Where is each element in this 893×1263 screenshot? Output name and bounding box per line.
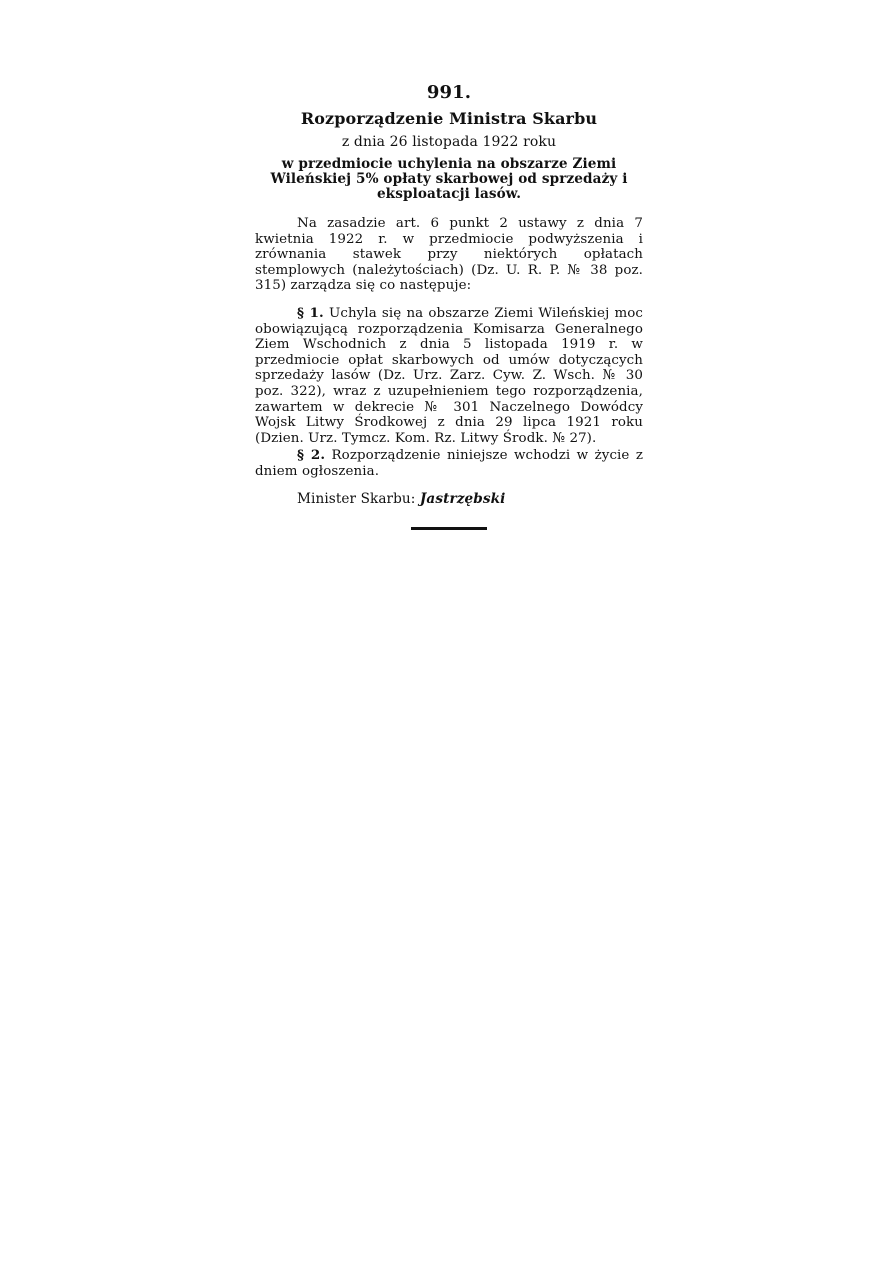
document-date: z dnia 26 listopada 1922 roku [341, 134, 557, 150]
signature-line [255, 492, 643, 508]
section-1-label: § 1. [297, 304, 324, 321]
document-page [255, 82, 643, 530]
document-number: 991. [426, 82, 472, 103]
section-2-paragraph [255, 448, 643, 479]
document-title: Rozporządzenie Ministra Skarbu [300, 109, 598, 128]
section-1-text: Uchyla się na obszarze Ziemi Wileńskiej moc obowiązującą rozporządzenia Komisarza Generalnego Ziem Wschodnich z dnia 5 listopada 1919 r. w przedmiocie opłat skarbowych od umów dotyczących sprzedaży lasów (Dz. Urz. Zarz. Cyw. Z. Wsch. № 30 poz. 322), wraz z uzupełnieniem tego rozporządzenia, zawartem w dekrecie № 301 Naczelnego Dowódcy Wojsk Litwy Środkowej z dnia 29 lipca 1921 roku (Dzien. Urz. Tymcz. Kom. Rz. Litwy Środk. № 27). [255, 305, 644, 446]
section-2-text: Rozporządzenie niniejsze wchodzi w życie z dniem ogłoszenia. [255, 448, 644, 479]
signature-role: Minister Skarbu: [297, 490, 416, 507]
closing-rule [411, 527, 487, 530]
section-1-paragraph [255, 306, 643, 446]
document-subject: w przedmiocie uchylenia na obszarze Ziemi Wileńskiej 5% opłaty skarbowej od sprzedaży i eksploatacji lasów. [270, 156, 628, 202]
preamble-text: Na zasadzie art. 6 punkt 2 ustawy z dnia 7 kwietnia 1922 r. w przedmiocie podwyższenia i zrównania stawek przy niektórych opłatach stemplowych (należytościach) (Dz. U. R. P. № 38 poz. 315) zarządza się co następuje: [255, 216, 643, 294]
preamble-paragraph [255, 216, 643, 294]
section-2-label: § 2. [297, 447, 326, 464]
signature-name: Jastrzębski [419, 490, 506, 507]
